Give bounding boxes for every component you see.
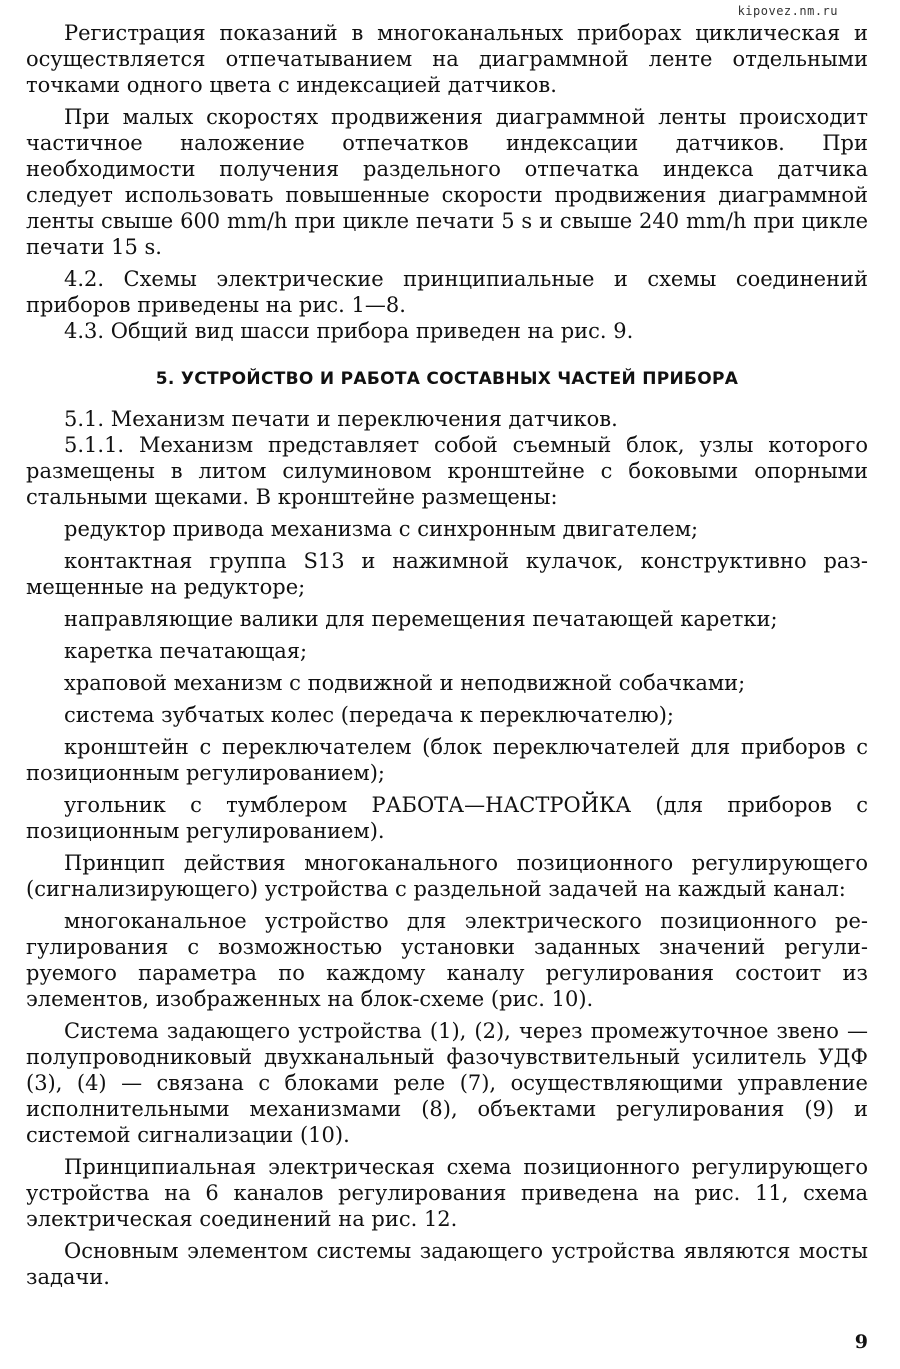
- paragraph: При малых скоростях продвижения диаграммной ленты происходит частичное наложение отпечатков индексации датчиков. При необходимости получения раздельного отпечатка индекса датчика следует использовать повышенные скорости продвижения диаграммной ленты свыше 600 mm/h при цикле печати 5 s и свыше 240 mm/h при цикле печати 15 s.: [26, 105, 868, 259]
- paragraph: Основным элементом системы задающего устройства являются мосты задачи.: [26, 1239, 868, 1289]
- list-item: угольник с тумблером РАБОТА—НАСТРОЙКА (для приборов с позиционным регулированием).: [26, 793, 868, 843]
- section-heading: 5. УСТРОЙСТВО И РАБОТА СОСТАВНЫХ ЧАСТЕЙ ПРИБОРА: [155, 369, 739, 389]
- paragraph: Принципиальная электрическая схема позиционного регулирующего устройства на 6 каналов регулирования приведена на рис. 11, схема электрическая соединений на рис. 12.: [26, 1155, 868, 1231]
- paragraph: Регистрация показаний в многоканальных приборах циклическая и осуществляется отпечатыванием на диаграммной ленте отдельными точками одного цвета с индексацией датчиков.: [26, 21, 868, 97]
- paragraph: 5.1.1. Механизм представляет собой съемный блок, узлы которого размещены в литом силуминовом кронштейне с боковыми опорными стальными щеками. В кронштейне размещены:: [26, 433, 868, 509]
- list-item: храповой механизм с подвижной и неподвижной собачками;: [64, 671, 746, 695]
- list-item: редуктор привода механизма с синхронным двигателем;: [64, 517, 699, 541]
- paragraph: 4.2. Схемы электрические принципиальные и схемы соединений приборов приведены на рис. 1—8.: [26, 267, 868, 317]
- document-page: [26, 0, 868, 1369]
- list-item: система зубчатых колес (передача к переключателю);: [64, 703, 674, 727]
- list-item: контактная группа S13 и нажимной кулачок, конструктивно размещенные на редукторе;: [26, 549, 868, 599]
- paragraph: 5.1. Механизм печати и переключения датчиков.: [64, 407, 618, 431]
- paragraph: многоканальное устройство для электрического позиционного регулирования с возможностью установки заданных значений регулируемого параметра по каждому каналу регулирования состоит из элементов, изображенных на блок-схеме (рис. 10).: [26, 909, 868, 1011]
- paragraph: 4.3. Общий вид шасси прибора приведен на рис. 9.: [64, 319, 634, 343]
- page-number: 9: [854, 1331, 868, 1353]
- list-item: кронштейн с переключателем (блок переключателей для приборов с позиционным регулированием);: [26, 735, 868, 785]
- paragraph: Принцип действия многоканального позиционного регулирующего (сигнализирующего) устройства с раздельной задачей на каждый канал:: [26, 851, 868, 901]
- list-item: каретка печатающая;: [64, 639, 308, 663]
- watermark: kipovez.nm.ru: [737, 4, 838, 18]
- list-item: направляющие валики для перемещения печатающей каретки;: [64, 607, 778, 631]
- paragraph: Система задающего устройства (1), (2), через промежуточное звено — полупроводниковый двухканальный фазочувствительный усилитель УДФ (3), (4) — связана с блоками реле (7), осуществляющими управление исполнительными механизмами (8), объектами регулирования (9) и системой сигнализации (10).: [26, 1019, 868, 1147]
- text-flow: [26, 0, 868, 1290]
